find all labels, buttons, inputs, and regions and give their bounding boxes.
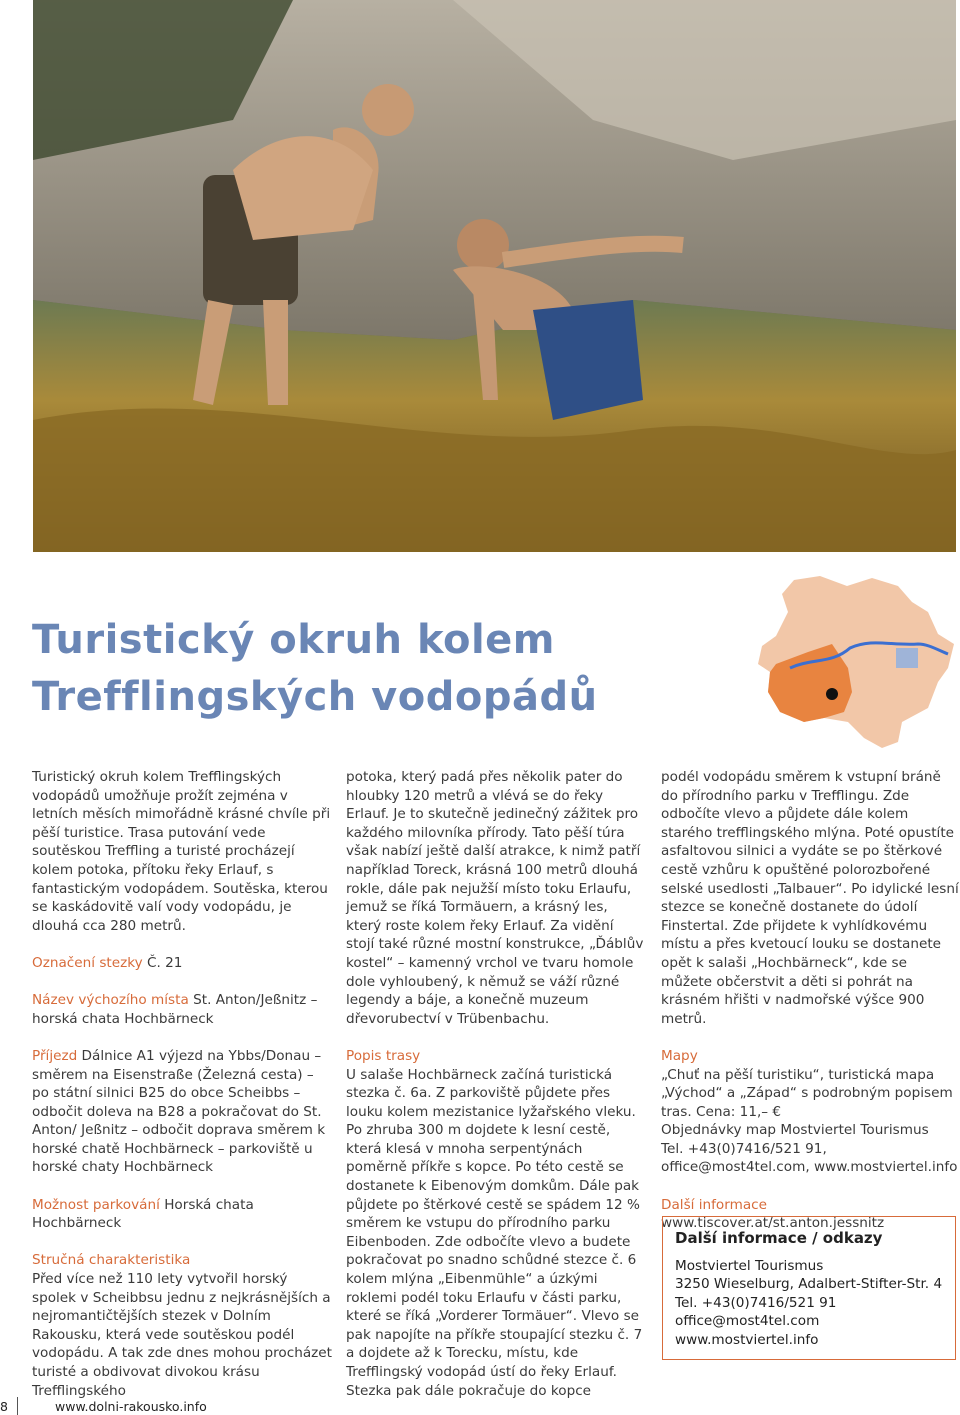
more-info-label: Další informace — [661, 1196, 768, 1213]
info-box-title: Další informace / odkazy — [675, 1229, 883, 1247]
summary-label: Stručná charakteristika — [32, 1252, 191, 1269]
column-1 — [32, 768, 332, 1400]
trail-marking-value: Č. 21 — [142, 954, 183, 971]
parking-value: Horská chata Hochbärneck — [32, 1196, 254, 1232]
trail-marking-label: Označení stezky — [32, 954, 143, 971]
title-line-1: Turistický okruh kolem — [32, 617, 555, 663]
info-box-line-1: Mostviertel Tourismus — [675, 1257, 824, 1274]
route-label: Popis trasy — [346, 1047, 421, 1064]
parking — [32, 1196, 332, 1233]
route-text: U salaše Hochbärneck začíná turistická stezka č. 6a. Z parkoviště půjdete přes louku kolem mezistanice lyžařského vleku. Po zhruba 300 m dojdete k lesní cestě, která klesá v mnoha serpentýnách poměrně příkře s kopce. Po této cestě se dostanete k Eibenovým domkům. Dále pak půjdete po štěrkové cestě se spádem 12 % směrem ke vstupu do přírodního parku Eibenboden. Zde odbočíte vlevo a budete pokračovat po snadno schůdné stezce č. 6 kolem mlýna „Eibenmühle“ a úzkými roklemi podél toku Erlaufu v části parku, které se říká „Vorderer Tormäuer“. Vlevo se pak napojíte na příkře stoupající stezku č. 7 a dojdete až k Torecku, místu, kde Trefflingský vodopád ústí do řeky Erlauf. Stezka pak dále pokračuje do kopce — [346, 1066, 643, 1399]
region-map — [752, 572, 957, 750]
arrival — [32, 1047, 332, 1177]
more-info-link[interactable]: www.tiscover.at/st.anton.jessnitz — [661, 1215, 885, 1232]
maps-line-4[interactable]: office@most4tel.com, www.mostviertel.info — [661, 1159, 958, 1176]
start-point-label: Název výchozího místa — [32, 992, 189, 1009]
parking-label: Možnost parkování — [32, 1196, 160, 1213]
info-box-line-3: Tel. +43(0)7416/521 91 — [675, 1294, 837, 1311]
trail-marking — [32, 954, 332, 973]
hero-photo — [33, 0, 956, 552]
continued-paragraph: potoka, který padá přes několik pater do hloubky 120 metrů a vlévá se do řeky Erlauf. Je to skutečně jedinečný zážitek pro každého milovníka přírody. Tato pěší túra však nabízí ještě další atrakce, k nimž patří například Toreck, krásná 100 metrů dlouhá rokle, dále pak nejužší místo toku Erlaufu, jemuž se říká Tormäuern, a krásný les, který roste kolem řeky Erlauf. Za vidění stojí také různé mostní konstrukce, „Ďáblův kostel“ – kamenný vrchol ve tvaru homole dole vyhloubený, k němuž se váží různé legendy a báje, a konečně muzeum dřevorubectví v Trübenbachu. — [346, 769, 644, 1027]
page-number: 8 — [0, 1399, 8, 1414]
lower-austria-map-icon — [752, 572, 957, 750]
maps-line-1: „Chuť na pěší turistiku“, turistická mapa „Východ“ a „Západ“ s podrobným popisem tras. Cena: 11,– € — [661, 1066, 953, 1120]
arrival-label: Příjezd — [32, 1047, 78, 1064]
summary-text: Před více než 110 lety vytvořil horský spolek v Scheibbsu jednu z nejkrásnějších a nejromantičtějších stezek v Dolním Rakousku, která vede soutěskou podél vodopádu. A tak zde dnes mohou procházet turisté a obdivovat divokou krásu Trefflingského — [32, 1271, 332, 1399]
maps-section — [661, 1047, 959, 1177]
info-box — [662, 1216, 956, 1360]
column-3 — [661, 768, 959, 1233]
continued-paragraph-3: podél vodopádu směrem k vstupní bráně do přírodního parku v Trefflingu. Zde odbočíte vlevo a půjdete dále kolem starého trefflingského mlýna. Poté opustíte asfaltovou silnici a vydáte se po štěrkové cestě vzhůru k opuštěné polorozbořené selské usedlosti „Talbauer“. Po idylické lesní stezce se konečně dostanete do údolí Finstertal. Zde přijdete k vyhlídkovému místu a přes kvetoucí louku se dostanete opět k salaši „Hochbärneck“, kde se můžete občerstvit a děti si pohrát na krásném hřišti v nadmořské výšce 900 metrů. — [661, 769, 959, 1027]
start-point — [32, 991, 332, 1028]
footer-website[interactable]: www.dolni-rakousko.info — [55, 1399, 207, 1414]
start-point-value: St. Anton/Jeßnitz – horská chata Hochbärneck — [32, 992, 318, 1027]
info-box-website[interactable]: www.mostviertel.info — [675, 1331, 819, 1348]
footer-divider — [17, 1397, 18, 1415]
maps-label: Mapy — [661, 1047, 698, 1064]
column-2 — [346, 768, 646, 1400]
photo-illustration — [33, 0, 956, 552]
summary — [32, 1251, 332, 1400]
title-line-2: Trefflingských vodopádů — [32, 674, 598, 720]
page-title — [32, 612, 732, 726]
intro-paragraph: Turistický okruh kolem Trefflingských vodopádů umožňuje prožít zejména v letních měsích mimořádně krásné chvíle při pěší turistice. Trasa putování vede soutěskou Treffling a turisté procházejí kolem potoka, přítoku řeky Erlauf, s fantastickým vodopádem. Soutěska, kterou se kaskádovitě valí vody vodopádu, je dlouhá cca 280 metrů. — [32, 769, 331, 934]
arrival-value: Dálnice A1 výjezd na Ybbs/Donau – směrem na Eisenstraße (Železná cesta) – po státní silnici B25 do obce Scheibbs – odbočit doleva na B28 a pokračovat do St. Anton/ Jeßnitz – odbočit doprava směrem k horské chatě Hochbärneck – parkoviště u horské chaty Hochbärneck — [32, 1047, 326, 1176]
route-description — [346, 1047, 646, 1400]
info-box-email[interactable]: office@most4tel.com — [675, 1313, 820, 1330]
maps-line-2: Objednávky map Mostviertel Tourismus — [661, 1122, 929, 1139]
info-box-line-2: 3250 Wieselburg, Adalbert-Stifter-Str. 4 — [675, 1276, 943, 1293]
maps-line-3: Tel. +43(0)7416/521 91, — [661, 1140, 827, 1157]
